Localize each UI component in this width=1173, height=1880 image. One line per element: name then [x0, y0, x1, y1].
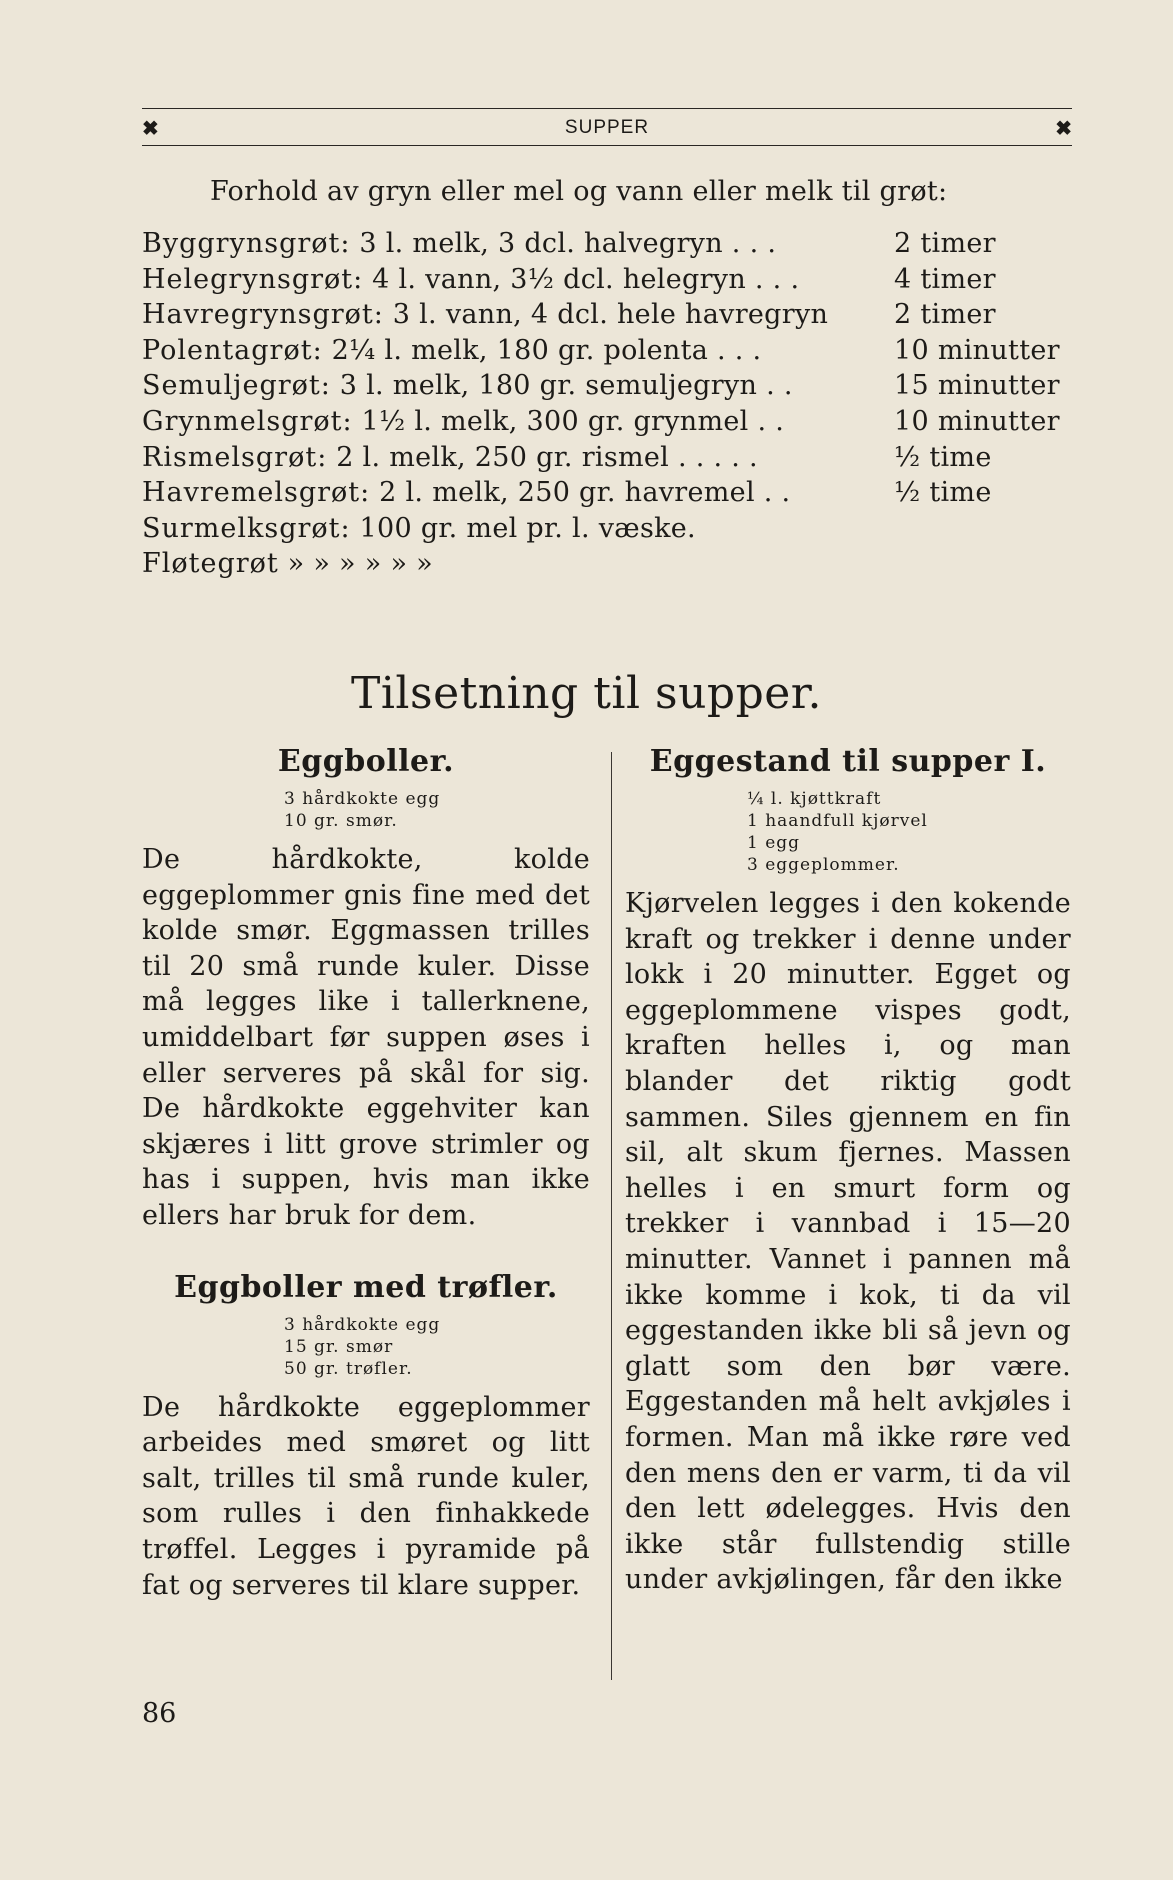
- cooking-time: 2 timer: [894, 299, 996, 331]
- header-rule-top: [142, 108, 1072, 109]
- cooking-time: ½ time: [894, 477, 992, 509]
- porridge-name: Havregrynsgrøt:: [142, 299, 384, 331]
- ingredient-item: 3 hårdkokte egg: [284, 1314, 441, 1335]
- porridge-amounts: » » » » » »: [287, 548, 433, 580]
- recipe-title: Eggestand til supper I.: [649, 744, 1047, 779]
- recipe-title: Eggboller.: [277, 744, 455, 779]
- recipe-instructions: Kjørvelen legges i den kokende kraft og trekker i denne under lokk i 20 minutter. Egget og eggeplommene vispes godt, kraften helles i, og man blander det riktig godt sammen. Siles gjennem en fin sil, alt skum fjernes. Massen helles i en smurt form og trekker i vannbad i 15—20 minutter. Vannet i pannen må ikke komme i kok, ti da vil eggestanden ikke bli så jevn og glatt som den bør være. Eggestanden må helt avkjøles i formen. Man må ikke røre ved den mens den er varm, ti da vil den lett ødelegges. Hvis den ikke står fullstendig stille under avkjølingen, får den ikke: [625, 888, 1071, 1596]
- ingredient-item: 1 haandfull kjørvel: [747, 811, 928, 831]
- cooking-time: 10 minutter: [894, 334, 1060, 366]
- ratio-main: [142, 368, 793, 404]
- ingredient-item: 1 egg: [747, 833, 801, 853]
- section-title: Tilsetning til supper.: [351, 668, 822, 719]
- cooking-time: 2 timer: [894, 228, 996, 259]
- running-header-title: SUPPER: [564, 117, 650, 138]
- ingredient-list: [142, 788, 590, 832]
- ratio-main: [142, 546, 433, 582]
- ratio-main: [142, 404, 784, 440]
- porridge-amounts: 2 l. melk, 250 gr. rismel . . . . .: [336, 441, 758, 473]
- ratio-table: [142, 226, 1074, 582]
- ratio-row: [142, 546, 1074, 582]
- ingredient-list: [142, 1314, 590, 1380]
- porridge-name: Helegrynsgrøt:: [142, 263, 364, 295]
- porridge-amounts: 3 l. melk, 3 dcl. halvegryn . . .: [359, 228, 777, 259]
- porridge-amounts: 100 gr. mel pr. l. væske.: [359, 512, 696, 544]
- ratio-row: [142, 475, 1074, 511]
- porridge-amounts: 2 l. melk, 250 gr. havremel . .: [379, 477, 791, 509]
- porridge-amounts: 1½ l. melk, 300 gr. grynmel . .: [361, 405, 785, 437]
- porridge-amounts: 3 l. vann, 4 dcl. hele havregryn: [392, 299, 829, 331]
- porridge-name: Byggrynsgrøt:: [142, 228, 351, 259]
- porridge-name: Fløtegrøt: [142, 548, 279, 580]
- ratio-row: [142, 333, 1074, 369]
- recipe-title: Eggboller med trøfler.: [174, 1269, 558, 1305]
- ingredient-item: 3 hårdkokte egg: [284, 789, 441, 809]
- ratio-row: [142, 440, 1074, 476]
- ingredient-item: 3 eggeplommer.: [747, 855, 900, 875]
- ingredient-list: [625, 788, 1071, 876]
- porridge-name: Havremelsgrøt:: [142, 477, 371, 509]
- left-column: [142, 742, 590, 1603]
- ingredient-item: ¼ l. kjøttkraft: [747, 789, 882, 809]
- ratio-main: [142, 297, 828, 333]
- ratio-main: [142, 475, 790, 511]
- ratio-main: [142, 262, 799, 298]
- recipe-gap: [142, 1234, 590, 1268]
- porridge-name: Grynmelsgrøt:: [142, 405, 353, 437]
- ratio-row: [142, 511, 1074, 547]
- porridge-name: Rismelsgrøt:: [142, 441, 328, 473]
- ratio-intro: Forhold av gryn eller mel og vann eller melk til grøt:: [210, 176, 948, 207]
- page-number: 86: [142, 1698, 177, 1729]
- porridge-amounts: 4 l. vann, 3½ dcl. helegryn . . .: [372, 263, 800, 295]
- ingredient-item: 50 gr. trøfler.: [284, 1358, 413, 1379]
- porridge-amounts: 2¼ l. melk, 180 gr. polenta . . .: [331, 334, 762, 366]
- porridge-amounts: 3 l. melk, 180 gr. semuljegryn . .: [339, 370, 793, 402]
- cooking-time: ½ time: [894, 441, 992, 473]
- ratio-main: [142, 333, 761, 369]
- header-ornament-left: ✖: [142, 116, 159, 140]
- right-column: [625, 742, 1071, 1598]
- porridge-name: Polentagrøt:: [142, 334, 323, 366]
- ratio-row: [142, 262, 1074, 298]
- recipe-instructions: De hårdkokte, kolde eggeplommer gnis fine med det kolde smør. Eggmassen trilles til 20 små runde kuler. Disse må legges like i tallerknene, umiddelbart før suppen øses i eller serveres på skål for sig. De hårdkokte eggehviter kan skjæres i litt grove strimler og has i suppen, hvis man ikke ellers har bruk for dem.: [142, 844, 590, 1231]
- column-divider: [611, 752, 612, 1680]
- porridge-name: Surmelksgrøt:: [142, 512, 351, 544]
- cooking-time: 10 minutter: [894, 405, 1060, 437]
- porridge-name: Semuljegrøt:: [142, 370, 331, 402]
- running-header: [142, 114, 1072, 142]
- recipe-instructions: De hårdkokte eggeplommer arbeides med smøret og litt salt, trilles til små runde kuler, som rulles i den finhakkede trøffel. Legges i pyramide på fat og serveres til klare supper.: [142, 1391, 590, 1601]
- ratio-main: [142, 440, 758, 476]
- ratio-main: [142, 226, 776, 262]
- header-ornament-right: ✖: [1055, 116, 1072, 140]
- ratio-row: [142, 368, 1074, 404]
- ratio-row: [142, 226, 1074, 262]
- ratio-row: [142, 297, 1074, 333]
- header-rule-bottom: [142, 145, 1072, 146]
- ratio-main: [142, 511, 696, 547]
- ingredient-item: 10 gr. smør.: [284, 811, 398, 831]
- ingredient-item: 15 gr. smør: [284, 1336, 394, 1357]
- cooking-time: 15 minutter: [894, 370, 1060, 402]
- cooking-time: 4 timer: [894, 263, 996, 295]
- ratio-row: [142, 404, 1074, 440]
